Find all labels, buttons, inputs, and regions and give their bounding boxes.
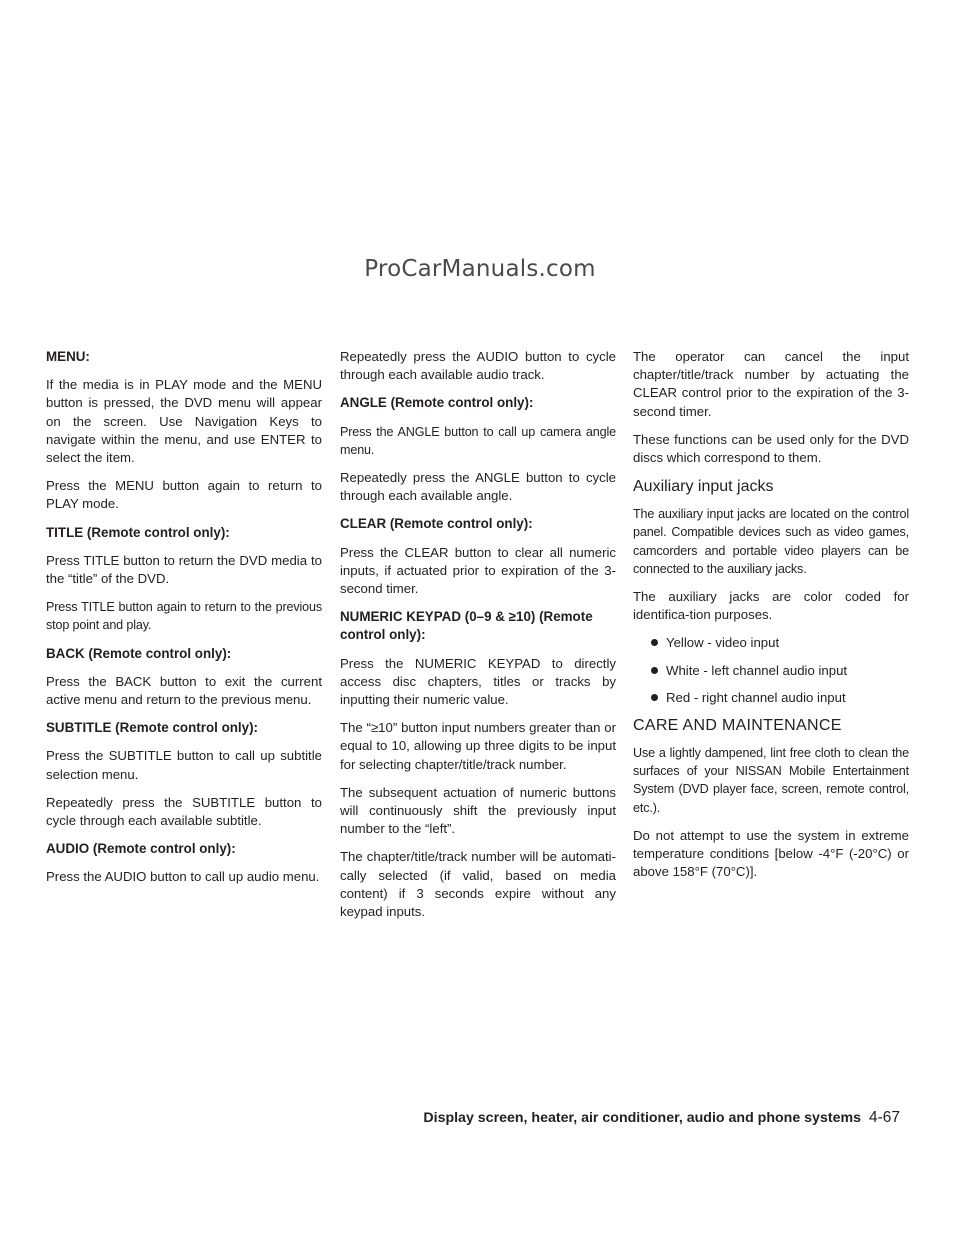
keypad-paragraph-2: The “≥10” button input numbers greater than or equal to 10, allowing up three digits to be input for selecting chapter/title/track number.: [340, 720, 616, 772]
column-left: [46, 348, 322, 897]
column-right: [633, 348, 909, 891]
aux-jack-list: [633, 634, 909, 707]
audio-paragraph-1: Press the AUDIO button to call up audio menu.: [46, 869, 320, 885]
subtitle-paragraph-1: Press the SUBTITLE button to call up subtitle selection menu.: [46, 748, 322, 782]
title-heading: TITLE (Remote control only):: [46, 524, 230, 540]
functions-paragraph: These functions can be used only for the DVD discs which correspond to them.: [633, 431, 909, 466]
keypad-heading: NUMERIC KEYPAD (0–9 & ≥10) (Remote control only):: [340, 609, 593, 643]
footer-section-title: Display screen, heater, air conditioner, audio and phone systems: [423, 1110, 861, 1126]
clear-heading: CLEAR (Remote control only):: [340, 516, 533, 532]
menu-paragraph-1: If the media is in PLAY mode and the MENU button is pressed, the DVD menu will appear on the screen. Use Navigation Keys to navigate within the menu, and use ENTER to select the item.: [46, 377, 322, 466]
bullet-icon: [651, 667, 658, 674]
clear-paragraph-1: Press the CLEAR button to clear all numeric inputs, if actuated prior to expiration of the 3-second timer.: [340, 544, 616, 597]
list-item: [651, 634, 909, 652]
subtitle-paragraph-2: Repeatedly press the SUBTITLE button to cycle through each available subtitle.: [46, 794, 322, 829]
title-paragraph-2: Press TITLE button again to return to the previous stop point and play.: [46, 600, 322, 633]
keypad-paragraph-1: Press the NUMERIC KEYPAD to directly access disc chapters, titles or tracks by inputting their numeric value.: [340, 655, 616, 708]
bullet-text: White - left channel audio input: [666, 662, 848, 678]
title-paragraph-1: Press TITLE button to return the DVD media to the “title” of the DVD.: [46, 552, 322, 587]
menu-heading: MENU:: [46, 349, 90, 364]
aux-paragraph-2: The auxiliary jacks are color coded for identifica-tion purposes.: [633, 589, 909, 623]
page-footer: [423, 1109, 900, 1127]
bullet-text: Red - right channel audio input: [666, 689, 846, 705]
menu-paragraph-2: Press the MENU button again to return to PLAY mode.: [46, 478, 322, 512]
page-number: 4-67: [868, 1109, 900, 1126]
keypad-paragraph-3: The subsequent actuation of numeric buttons will continuously shift the previously input number to the “left”.: [340, 784, 616, 837]
angle-heading: ANGLE (Remote control only):: [340, 395, 534, 411]
audio-heading: AUDIO (Remote control only):: [46, 841, 236, 857]
angle-paragraph-2: Repeatedly press the ANGLE button to cycle through each available angle.: [340, 470, 616, 504]
watermark-text: ProCarManuals.com: [364, 256, 596, 282]
column-middle: [340, 348, 616, 931]
bullet-icon: [651, 639, 658, 646]
back-paragraph-1: Press the BACK button to exit the current active menu and return to the previous menu.: [46, 673, 322, 708]
back-heading: BACK (Remote control only):: [46, 645, 232, 661]
aux-paragraph-1: The auxiliary input jacks are located on the control panel. Compatible devices such as video games, camcorders and portable video players can be connected to the auxiliary jacks.: [633, 507, 909, 576]
angle-paragraph-1: Press the ANGLE button to call up camera angle menu.: [340, 424, 616, 457]
audio-paragraph-2: Repeatedly press the AUDIO button to cycle through each available audio track.: [340, 349, 616, 383]
cancel-paragraph: The operator can cancel the input chapter/title/track number by actuating the CLEAR control prior to the expiration of the 3-second timer.: [633, 349, 909, 419]
aux-jacks-heading: Auxiliary input jacks: [633, 478, 774, 496]
list-item: [651, 662, 909, 680]
keypad-paragraph-4: The chapter/title/track number will be automati-cally selected (if valid, based on media content) if 3 seconds expire without any keypad inputs.: [340, 849, 616, 920]
list-item: [651, 689, 909, 707]
bullet-text: Yellow - video input: [666, 635, 780, 651]
care-heading: CARE AND MAINTENANCE: [633, 717, 842, 735]
care-paragraph-1: Use a lightly dampened, lint free cloth to clean the surfaces of your NISSAN Mobile Entertainment System (DVD player face, screen, remote control, etc.).: [633, 746, 909, 815]
bullet-icon: [651, 694, 658, 701]
subtitle-heading: SUBTITLE (Remote control only):: [46, 720, 259, 736]
care-paragraph-2: Do not attempt to use the system in extreme temperature conditions [below -4°F (-20°C) or above 158°F (70°C)].: [633, 827, 909, 880]
